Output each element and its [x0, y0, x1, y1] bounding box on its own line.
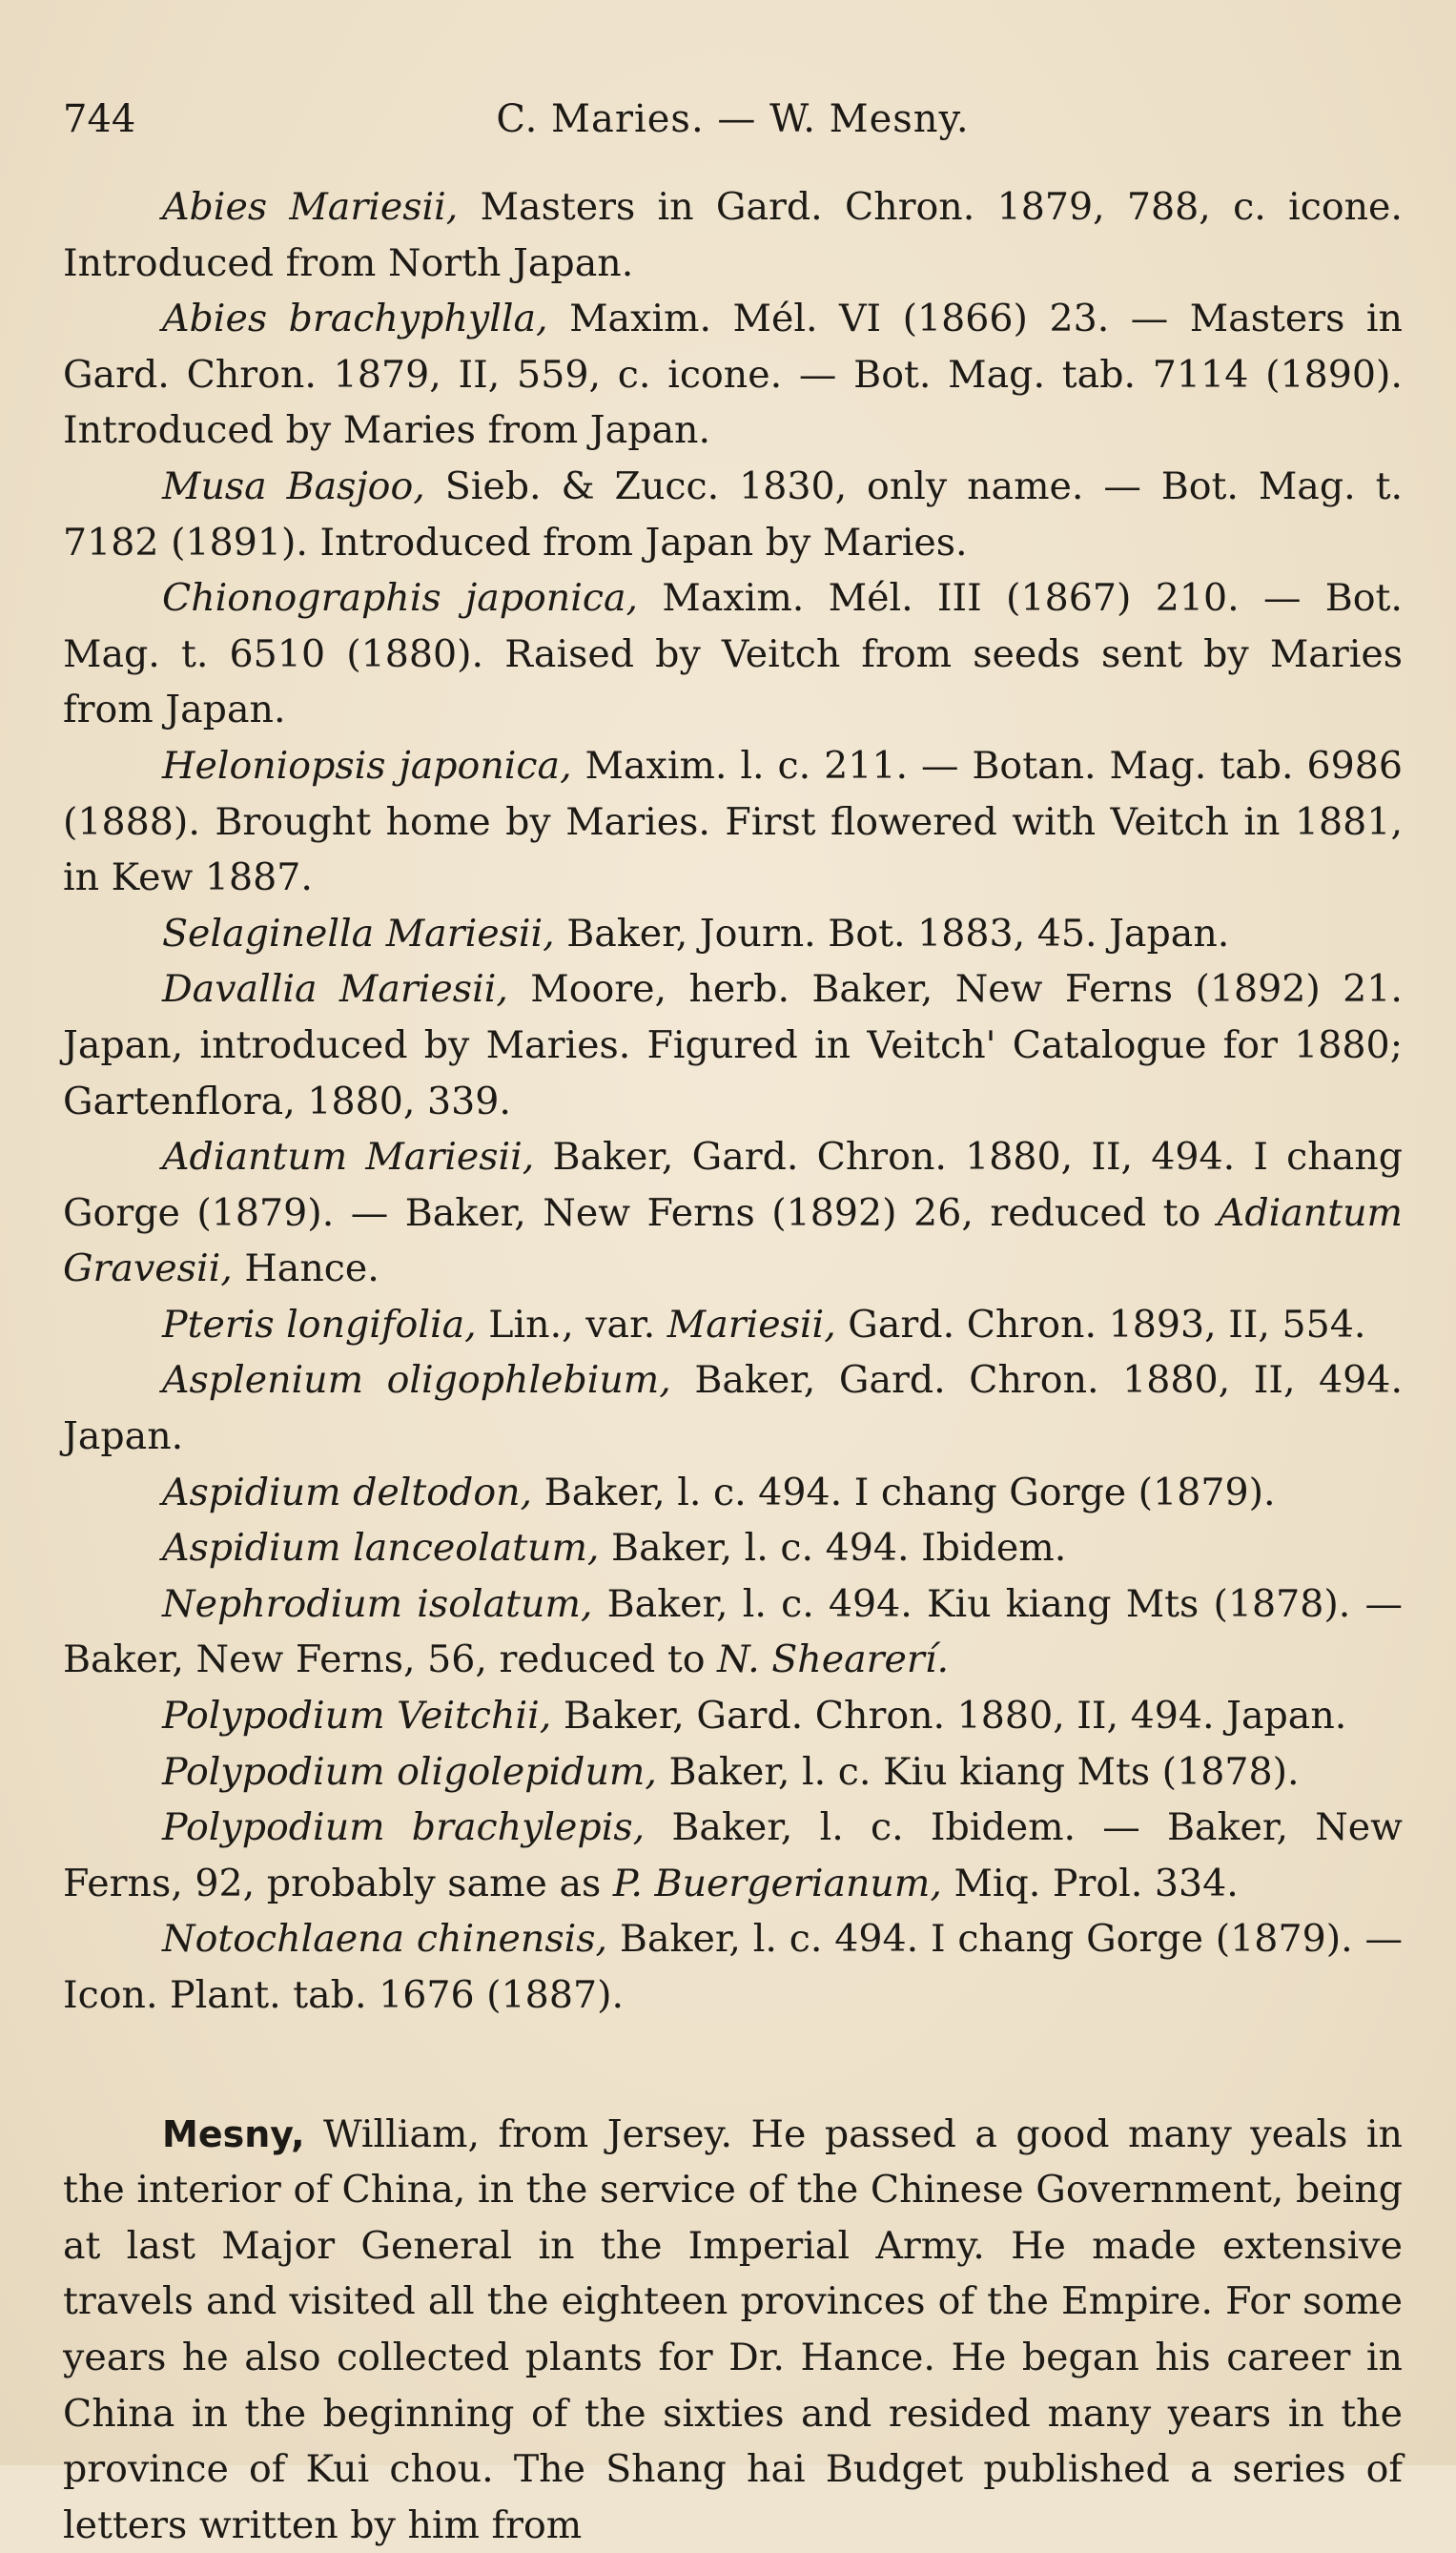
taxon-name: Asplenium oligophlebium, — [162, 1358, 671, 1403]
taxon-name: Nephrodium isolatum, — [162, 1581, 593, 1626]
entry-text: Moore, herb. Baker, New Ferns (1892) 21. Japan, introduced by Maries. Figured in Veitch' Catalogue for 1880; Gartenflora, 1880, 339. — [63, 967, 1403, 1123]
section-gap — [63, 2024, 1403, 2107]
taxon-name: Selaginella Mariesii, — [162, 911, 555, 956]
entry-text: Baker, Journ. Bot. 1883, 45. Japan. — [554, 911, 1230, 956]
taxon-name: Adiantum Gravesii, — [63, 1190, 1403, 1291]
taxon-name: Aspidium lanceolatum, — [162, 1526, 600, 1571]
species-entry — [63, 1688, 1403, 1744]
entry-text: Baker, l. c. Ibidem. — Baker, New Ferns, 92, probably same as — [63, 1805, 1403, 1905]
entry-text: Baker, Gard. Chron. 1880, II, 494. Japan. — [63, 1358, 1403, 1459]
page-header — [63, 95, 1403, 143]
biography-text: William, from Jersey. He passed a good many yeals in the interior of China, in the service of the Chinese Government, being at last Major General in the Imperial Army. He made extensive travels and visited all the eighteen provinces of the Empire. For some years he also collected plants for Dr. Hance. He began his career in China in the beginning of the sixties and resided many years in the province of Kui chou. The Shang hai Budget published a series of letters written by him from — [63, 2111, 1403, 2547]
species-entry — [63, 459, 1403, 570]
entry-text: Maxim. l. c. 211. — Botan. Mag. tab. 6986 (1888). Brought home by Maries. First flowered with Veitch in 1881, in Kew 1887. — [63, 743, 1403, 900]
species-entry — [63, 738, 1403, 906]
biography-name: Mesny, — [162, 2112, 305, 2155]
species-entry — [63, 1744, 1403, 1801]
species-entry — [63, 906, 1403, 962]
entry-text: Maxim. Mél. VI (1866) 23. — Masters in Gard. Chron. 1879, II, 559, c. icone. — Bot. Mag. tab. 7114 (1890). Introduced by Maries from Japan. — [63, 297, 1403, 453]
species-entry — [63, 1520, 1403, 1576]
taxon-name: Pteris longifolia, — [162, 1302, 477, 1347]
taxon-name: Notochlaena chinensis, — [162, 1917, 608, 1962]
species-entry — [63, 1129, 1403, 1297]
taxon-name: Mariesii, — [666, 1302, 836, 1347]
entry-text: Hance. — [232, 1246, 379, 1291]
species-entry — [63, 1911, 1403, 2023]
biography-paragraph — [63, 2107, 1403, 2553]
entry-text: Masters in Gard. Chron. 1879, 788, c. icone. Introduced from North Japan. — [63, 185, 1403, 285]
taxon-name: Heloniopsis japonica, — [162, 743, 572, 788]
taxon-name: Polypodium oligolepidum, — [162, 1749, 657, 1794]
taxon-name: Aspidium deltodon, — [162, 1470, 533, 1514]
entry-text: Gard. Chron. 1893, II, 554. — [835, 1302, 1366, 1347]
entry-text: Baker, l. c. 494. I chang Gorge (1879). — [532, 1470, 1276, 1514]
page-number: 744 — [63, 97, 136, 141]
taxon-name: N. Shearerí. — [717, 1637, 949, 1682]
entry-text: Baker, Gard. Chron. 1880, II, 494. Japan. — [551, 1694, 1347, 1739]
entry-text: Miq. Prol. 334. — [941, 1861, 1239, 1905]
taxon-name: Davallia Mariesii, — [162, 967, 508, 1012]
species-entry — [63, 291, 1403, 459]
page-body — [63, 179, 1403, 2553]
entry-text: Lin., var. — [476, 1302, 667, 1347]
entry-text: Baker, l. c. 494. I chang Gorge (1879). — Icon. Plant. tab. 1676 (1887). — [63, 1917, 1403, 2017]
running-head: C. Maries. — W. Mesny. — [496, 97, 970, 141]
entry-text: Baker, l. c. 494. Kiu kiang Mts (1878). — Baker, New Ferns, 56, reduced to — [63, 1581, 1403, 1682]
species-entry — [63, 1352, 1403, 1464]
taxon-name: Polypodium Veitchii, — [162, 1694, 552, 1739]
taxon-name: Polypodium brachylepis, — [162, 1805, 646, 1850]
species-entry — [63, 1576, 1403, 1688]
species-entry — [63, 961, 1403, 1129]
entry-text: Sieb. & Zucc. 1830, only name. — Bot. Mag. t. 7182 (1891). Introduced from Japan by Maries. — [63, 463, 1403, 565]
taxon-name: Musa Basjoo, — [162, 463, 425, 508]
taxon-name: Abies brachyphylla, — [162, 297, 548, 341]
entry-text: Baker, l. c. Kiu kiang Mts (1878). — [656, 1749, 1300, 1794]
species-entry — [63, 1465, 1403, 1521]
species-entry — [63, 1800, 1403, 1911]
entry-text: Maxim. Mél. III (1867) 210. — Bot. Mag. t. 6510 (1880). Raised by Veitch from seeds sent by Maries from Japan. — [63, 576, 1403, 732]
entry-text: Baker, l. c. 494. Ibidem. — [599, 1526, 1067, 1571]
species-list — [63, 179, 1403, 2024]
species-entry — [63, 570, 1403, 738]
taxon-name: P. Buergerianum, — [612, 1861, 942, 1905]
species-entry — [63, 179, 1403, 291]
taxon-name: Abies Mariesii, — [162, 185, 459, 229]
entry-text: Baker, Gard. Chron. 1880, II, 494. I chang Gorge (1879). — Baker, New Ferns (1892) 26, reduced to — [63, 1135, 1403, 1235]
taxon-name: Chionographis japonica, — [162, 576, 639, 621]
taxon-name: Adiantum Mariesii, — [162, 1135, 535, 1180]
species-entry — [63, 1297, 1403, 1353]
